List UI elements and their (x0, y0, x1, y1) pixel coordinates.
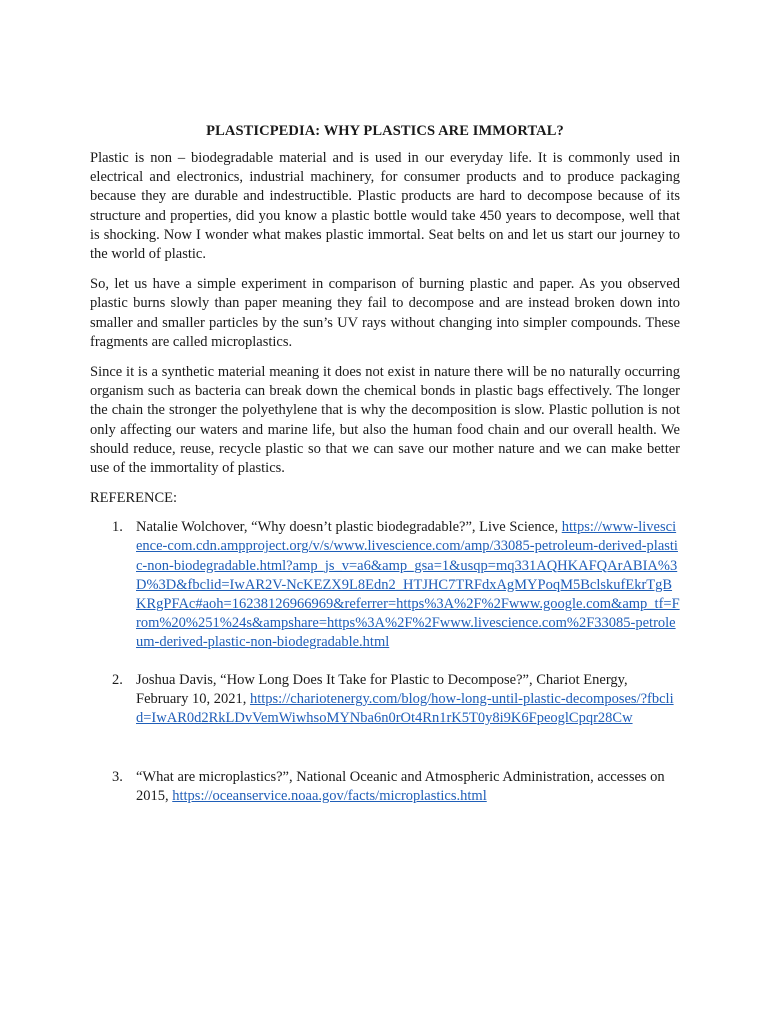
reference-link[interactable]: https://oceanservice.noaa.gov/facts/microplastics.html (172, 788, 487, 805)
reference-item (90, 518, 680, 652)
reference-citation: Joshua Davis, “How Long Does It Take for Plastic to Decompose?”, Chariot Energy, February 10, 2021, (136, 671, 628, 707)
reference-item (90, 768, 680, 806)
reference-link[interactable]: https://www-livescience-com.cdn.ampproject.org/v/s/www.livescience.com/amp/33085-petroleum-derived-plastic-non-biodegradable.html?amp_js_v=a6&amp_gsa=1&usqp=mq331AQHKAFQArABIA%3D%3D&fbclid=IwAR2V-NcKEZX9L8Edn2_HTJHC7TRFdxAgMYPoqM5BclskufEkrTgBKRgPFAc#aoh=16238126966969&referrer=https%3A%2F%2Fwww.google.com&amp_tf=From%20%251%24s&ampshare=https%3A%2F%2Fwww.livescience.com%2F33085-petroleum-derived-plastic-non-biodegradable.html (136, 519, 680, 651)
reference-number: 2. (112, 671, 123, 688)
reference-number: 1. (112, 519, 123, 536)
reference-link[interactable]: https://chariotenergy.com/blog/how-long-until-plastic-decomposes/?fbclid=IwAR0d2RkLDvVemWiwhsoMYNba6n0rOt4Rn1rK5T0y8i9K6FpeoglCpqr28Cw (136, 690, 674, 727)
reference-number: 3. (112, 769, 123, 786)
document-title: PLASTICPEDIA: WHY PLASTICS ARE IMMORTAL? (206, 123, 564, 139)
paragraph-experiment: So, let us have a simple experiment in comparison of burning plastic and paper. As you observed plastic burns slowly than paper meaning they fail to decompose and are instead broken down into smaller and smaller particles by the sun’s UV rays without changing into simpler compounds. These fragments are called microplastics. (90, 276, 680, 350)
paragraph-intro: Plastic is non – biodegradable material and is used in our everyday life. It is commonly used in electrical and electronics, industrial machinery, for consumer products and to produce packaging because they are durable and indestructible. Plastic products are hard to decompose because of its structure and properties, did you know a plastic bottle would take 450 years to decompose, well that is shocking. Now I wonder what makes plastic immortal. Seat belts on and let us start our journey to the world of plastic. (90, 150, 680, 263)
reference-citation: Natalie Wolchover, “Why doesn’t plastic biodegradable?”, Live Science, (136, 519, 562, 536)
document-page (90, 122, 680, 807)
reference-list (90, 518, 680, 806)
reference-item (90, 671, 680, 729)
reference-citation: “What are microplastics?”, National Oceanic and Atmospheric Administration, accesses on 2015, (136, 769, 665, 805)
reference-heading: REFERENCE: (90, 490, 178, 507)
paragraph-synthetic: Since it is a synthetic material meaning it does not exist in nature there will be no naturally occurring organism such as bacteria can break down the chemical bonds in plastic bags effectively. The longer the chain the stronger the polyethylene that is why the decomposition is slow. Plastic pollution is not only affecting our waters and marine life, but also the human food chain and our overall health. We should reduce, reuse, recycle plastic so that we can save our mother nature and we can make better use of the immortality of plastics. (90, 364, 680, 477)
